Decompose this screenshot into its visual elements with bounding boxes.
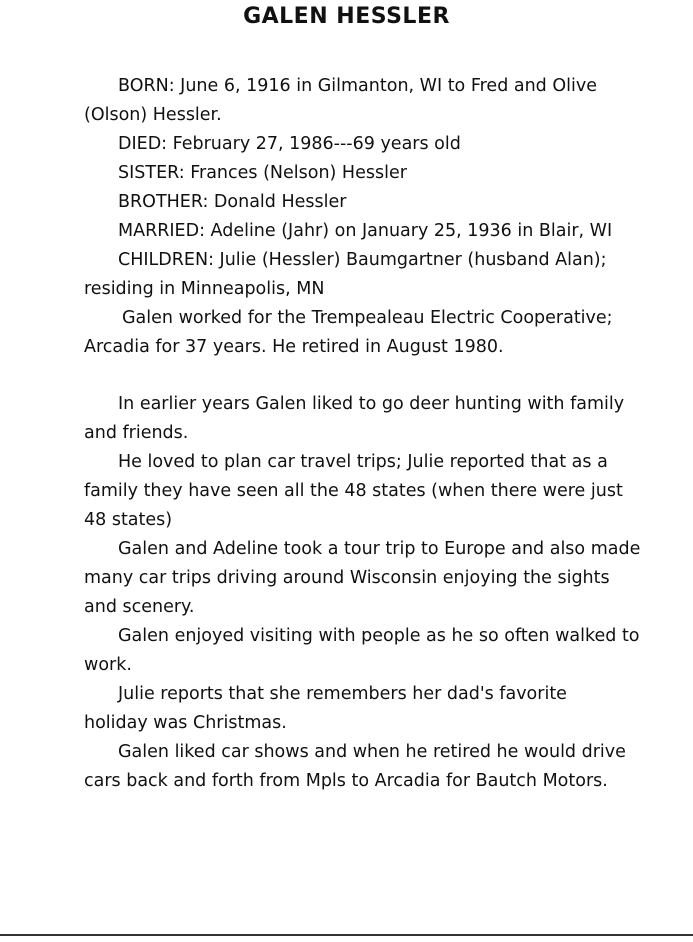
text-line-children-cont: residing in Minneapolis, MN — [84, 279, 325, 299]
text-line-europe-cont: many car trips driving around Wisconsin enjoying the sights — [84, 568, 610, 588]
text-line-hunting: In earlier years Galen liked to go deer hunting with family — [118, 394, 625, 414]
text-line-married: MARRIED: Adeline (Jahr) on January 25, 1936 in Blair, WI — [118, 221, 613, 241]
text-line-europe: Galen and Adeline took a tour trip to Europe and also made — [118, 539, 641, 559]
bottom-rule — [0, 934, 693, 936]
text-line-travel-cont2: 48 states) — [84, 510, 173, 530]
text-line-work-cont: Arcadia for 37 years. He retired in August 1980. — [84, 337, 504, 357]
text-line-born-cont: (Olson) Hessler. — [84, 105, 222, 125]
text-line-christmas-cont: holiday was Christmas. — [84, 713, 287, 733]
text-line-carshows-cont: cars back and forth from Mpls to Arcadia for Bautch Motors. — [84, 771, 608, 791]
text-line-children: CHILDREN: Julie (Hessler) Baumgartner (husband Alan); — [118, 250, 607, 270]
text-line-carshows: Galen liked car shows and when he retired he would drive — [118, 742, 626, 762]
text-line-europe-cont2: and scenery. — [84, 597, 195, 617]
text-line-visiting-cont: work. — [84, 655, 132, 675]
text-line-travel-cont: family they have seen all the 48 states (when there were just — [84, 481, 623, 501]
text-line-sister: SISTER: Frances (Nelson) Hessler — [118, 163, 407, 183]
text-line-brother: BROTHER: Donald Hessler — [118, 192, 347, 212]
text-line-travel: He loved to plan car travel trips; Julie reported that as a — [118, 452, 608, 472]
text-line-visiting: Galen enjoyed visiting with people as he so often walked to — [118, 626, 640, 646]
text-line-died: DIED: February 27, 1986---69 years old — [118, 134, 461, 154]
text-line-hunting-cont: and friends. — [84, 423, 189, 443]
document-title: GALEN HESSLER — [243, 4, 450, 29]
text-line-born: BORN: June 6, 1916 in Gilmanton, WI to Fred and Olive — [118, 76, 597, 96]
text-line-christmas: Julie reports that she remembers her dad's favorite — [118, 684, 567, 704]
text-line-work: Galen worked for the Trempealeau Electric Cooperative; — [122, 308, 613, 328]
